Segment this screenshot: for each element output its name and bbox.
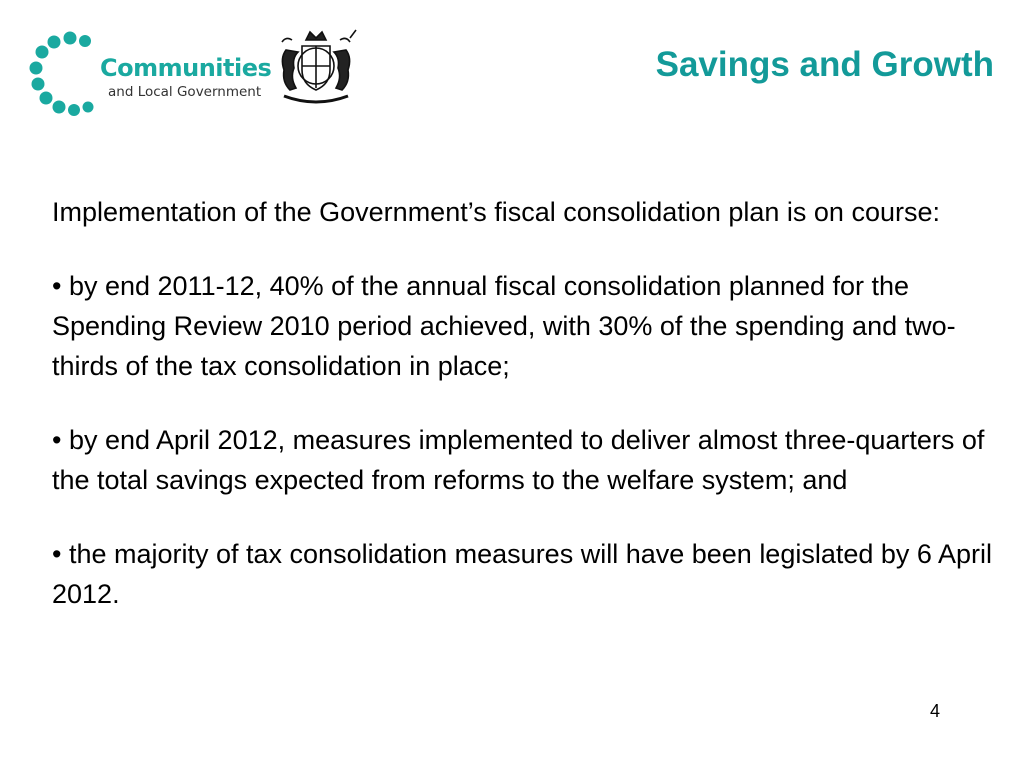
bullet-item: • by end April 2012, measures implemented to deliver almost three-quarters of the total savings expected from reforms to the welfare system; and	[52, 425, 985, 495]
bullet-item: • the majority of tax consolidation measures will have been legislated by 6 April 2012.	[52, 539, 992, 609]
slide-number: 4	[930, 701, 941, 721]
bullet-item: • by end 2011-12, 40% of the annual fiscal consolidation planned for the Spending Review 2010 period achieved, with 30% of the spending and two-thirds of the tax consolidation in place;	[52, 271, 956, 381]
royal-coat-of-arms-icon	[272, 28, 360, 108]
slide-title: Savings and Growth	[655, 45, 994, 84]
slide-body	[52, 192, 992, 614]
logo-subtitle: and Local Government	[108, 84, 262, 100]
logo-name: Communities	[100, 54, 272, 82]
communities-logo	[28, 28, 364, 120]
intro-text: Implementation of the Government’s fiscal consolidation plan is on course:	[52, 197, 940, 227]
